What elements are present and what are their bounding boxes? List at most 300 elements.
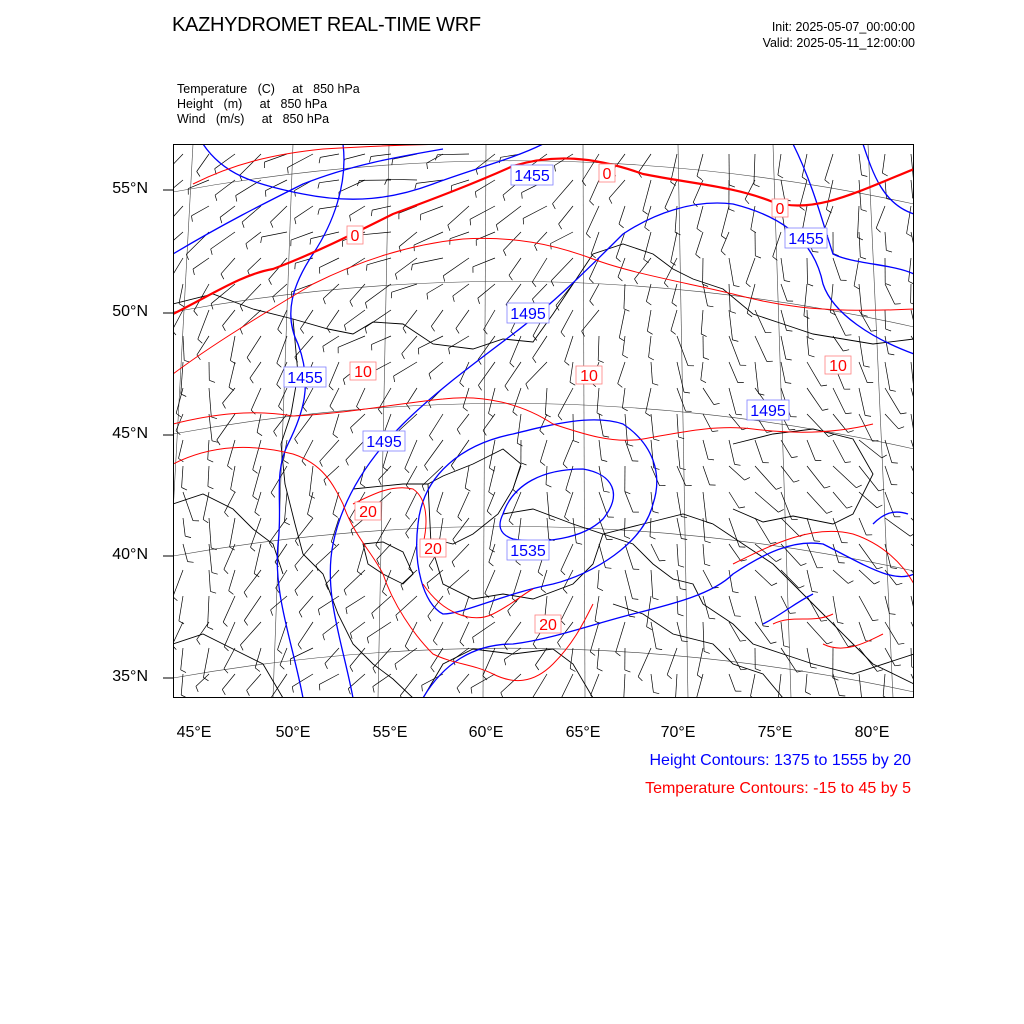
wind-barb-flag	[653, 512, 659, 514]
wind-barb-flag	[318, 609, 319, 615]
temperature-label	[420, 539, 446, 558]
wind-barb	[292, 674, 313, 687]
wind-barb	[625, 544, 633, 569]
wind-barb-flag	[891, 568, 897, 569]
wind-barb-flag	[323, 635, 325, 641]
wind-barb-flag	[800, 207, 805, 211]
wind-barb-flag	[763, 626, 769, 627]
wind-barb	[885, 544, 891, 568]
wind-barb	[513, 388, 521, 412]
wind-barb-flag	[346, 608, 347, 614]
wind-barb	[825, 154, 833, 180]
wind-barb	[807, 336, 809, 355]
wind-barb-flag	[808, 338, 814, 340]
wind-barb	[458, 492, 469, 517]
wind-barb-flag	[280, 665, 284, 669]
wind-barb	[509, 258, 521, 275]
wind-barb-flag	[406, 515, 410, 519]
lat-label: 35°N	[112, 668, 148, 685]
wind-barb	[671, 232, 677, 262]
wind-barb-flag	[194, 311, 198, 316]
wind-barb-flag	[310, 239, 311, 245]
wind-barb	[231, 466, 235, 489]
wind-barb	[781, 440, 792, 458]
wind-barb	[429, 362, 443, 374]
wind-barb	[460, 622, 469, 642]
wind-barb-flag	[741, 669, 747, 670]
wind-barb	[729, 648, 741, 670]
wind-barb	[885, 518, 910, 536]
wind-barb-flag	[300, 329, 303, 334]
wind-barb	[490, 518, 495, 549]
wind-barb-flag	[533, 358, 536, 363]
wind-barb-flag	[558, 642, 561, 647]
wind-barb	[540, 440, 547, 462]
wind-barb	[671, 310, 677, 331]
wind-barb-flag	[253, 496, 258, 500]
wind-barb-flag	[208, 460, 214, 463]
wind-barb	[457, 414, 469, 429]
wind-barb	[729, 674, 735, 691]
wind-barb-flag	[890, 614, 896, 615]
height-label	[511, 165, 553, 185]
wind-barb-flag	[772, 583, 777, 586]
lon-label: 70°E	[660, 724, 696, 741]
wind-barb-flag	[452, 562, 455, 567]
wind-barb-flag	[678, 614, 684, 616]
wind-barb-flag	[279, 406, 283, 410]
wind-barb-flag	[516, 561, 521, 565]
wind-barb-flag	[645, 227, 650, 231]
wind-barb-flag	[897, 583, 903, 585]
wind-barb-flag	[888, 354, 894, 355]
wind-barb-flag	[860, 257, 866, 259]
wind-barb-flag	[895, 665, 901, 666]
wind-barb-flag	[671, 331, 676, 335]
wind-barb	[859, 336, 864, 366]
wind-barb	[409, 544, 417, 569]
wind-barb	[619, 206, 625, 224]
wind-barb-flag	[618, 384, 623, 388]
wind-barb	[619, 310, 625, 338]
wind-barb-flag	[230, 547, 235, 550]
wind-barb-flag	[609, 198, 612, 203]
temperature-label	[599, 164, 615, 183]
wind-barb	[807, 440, 815, 461]
wind-barb-flag	[778, 175, 783, 178]
wind-barb	[721, 206, 729, 236]
wind-barb	[625, 596, 629, 616]
wind-barb-flag	[776, 487, 782, 489]
wind-barb-flag	[561, 571, 565, 575]
wind-barb-flag	[628, 445, 634, 447]
wind-barb	[885, 414, 899, 429]
wind-barb	[703, 466, 710, 485]
wind-barb-flag	[570, 382, 575, 385]
wind-barb	[565, 492, 574, 517]
wind-barb-flag	[672, 303, 677, 307]
wind-barb	[675, 674, 677, 698]
wind-barb	[651, 570, 653, 598]
wind-barb	[406, 518, 417, 533]
wind-barb-flag	[261, 237, 262, 243]
wind-barb-flag	[877, 505, 882, 508]
wind-barb-flag	[806, 692, 811, 695]
lon-label: 75°E	[757, 724, 793, 741]
wind-barb	[859, 180, 861, 210]
wind-barb-flag	[347, 269, 348, 275]
wind-barb	[833, 544, 839, 563]
wind-barb-flag	[862, 175, 868, 177]
wind-barb-flag	[649, 357, 654, 360]
wind-barb-flag	[344, 590, 346, 596]
wind-barb	[483, 648, 495, 676]
wind-barb-flag	[179, 621, 184, 624]
wind-barb	[223, 388, 236, 403]
wind-barb	[625, 518, 626, 536]
wind-barb	[523, 206, 547, 218]
wind-barb	[701, 362, 703, 380]
wind-barb	[179, 596, 183, 621]
wind-barb	[703, 388, 714, 405]
wind-barb-flag	[827, 511, 833, 513]
lon-label: 60°E	[468, 724, 504, 741]
wind-barb	[729, 284, 730, 311]
wind-barb	[781, 518, 800, 537]
wind-barb-flag	[865, 415, 871, 416]
wind-barb-flag	[220, 217, 222, 223]
wind-barb-flag	[565, 517, 570, 521]
wind-barb	[182, 466, 183, 488]
wind-barb	[590, 622, 599, 652]
wind-barb-flag	[292, 687, 293, 693]
wind-barb-flag	[240, 306, 243, 312]
wind-barb	[623, 336, 625, 355]
wind-barb-flag	[745, 477, 750, 480]
wind-barb	[448, 206, 469, 225]
wind-barb	[295, 570, 313, 590]
wind-barb-flag	[708, 459, 714, 460]
wind-barb-flag	[829, 434, 835, 436]
wind-barb-flag	[403, 328, 406, 333]
wind-barb	[677, 596, 678, 614]
wind-barb	[781, 258, 784, 281]
wind-barb	[609, 180, 625, 198]
svg-text:1455: 1455	[788, 231, 824, 248]
wind-barb	[643, 180, 651, 211]
wind-barb	[363, 232, 391, 235]
wind-barb-flag	[532, 282, 536, 287]
wind-barb-flag	[284, 522, 289, 525]
wind-barb-flag	[433, 641, 437, 646]
wind-barb-flag	[324, 480, 326, 486]
wind-barb-flag	[303, 407, 307, 412]
wind-barb	[755, 492, 778, 512]
wind-barb	[729, 570, 733, 592]
wind-barb-flag	[333, 514, 338, 518]
wind-barb	[570, 648, 573, 669]
wind-barb	[503, 232, 521, 250]
wind-barb	[478, 336, 495, 360]
svg-text:1535: 1535	[510, 543, 546, 560]
wind-barb-flag	[848, 431, 854, 433]
wind-barb-flag	[845, 462, 851, 463]
wind-barb	[647, 596, 651, 627]
init-time: Init: 2025-05-07_00:00:00	[771, 20, 915, 34]
wind-barb-flag	[425, 466, 428, 471]
wind-barb	[310, 466, 314, 496]
wind-barb-flag	[508, 611, 511, 616]
wind-barb-flag	[236, 196, 237, 202]
wind-barb-flag	[733, 592, 739, 593]
wind-barb-flag	[827, 642, 833, 644]
wind-barb	[754, 154, 755, 184]
wind-barb-flag	[509, 521, 513, 525]
wind-barb-flag	[729, 209, 735, 211]
wind-barb	[197, 154, 209, 172]
wind-barb-flag	[563, 464, 567, 468]
lat-ticks	[155, 144, 175, 704]
wind-barb	[696, 232, 703, 254]
wind-barb-flag	[877, 670, 883, 672]
wind-barb	[203, 648, 209, 678]
wind-barb-flag	[678, 565, 684, 567]
wind-barb-flag	[551, 281, 554, 286]
lat-label: 55°N	[112, 180, 148, 197]
wind-barb	[208, 466, 209, 486]
wind-barb-flag	[654, 468, 660, 470]
wind-barb-flag	[505, 386, 508, 391]
wind-barb-flag	[458, 517, 462, 521]
wind-barb-flag	[735, 464, 741, 465]
wind-barb	[323, 336, 339, 346]
wind-barb-flag	[786, 359, 792, 360]
wind-barb-flag	[489, 492, 494, 496]
wind-barb	[833, 388, 846, 414]
wind-barb-flag	[755, 669, 761, 671]
svg-text:20: 20	[539, 617, 557, 634]
wind-barb	[598, 336, 599, 360]
wind-barb-flag	[882, 455, 887, 458]
wind-barb	[295, 336, 313, 357]
wind-barb-flag	[566, 490, 571, 494]
wind-barb-flag	[463, 407, 468, 411]
wind-barb	[665, 180, 677, 208]
wind-barb-flag	[278, 650, 283, 654]
temperature-label	[535, 615, 561, 634]
wind-barb-flag	[709, 618, 715, 619]
wind-barb-flag	[882, 173, 887, 176]
wind-barb	[437, 492, 443, 511]
wind-barb	[229, 362, 235, 387]
wind-barb-flag	[401, 585, 403, 591]
wind-barb-flag	[770, 543, 776, 544]
wind-barb	[755, 310, 765, 333]
wind-barb	[501, 674, 521, 693]
wind-barb-flag	[295, 191, 296, 197]
wind-barb-flag	[473, 637, 474, 643]
wind-barb	[183, 336, 184, 360]
wind-barb	[220, 206, 235, 217]
wind-barb-flag	[295, 590, 298, 595]
wind-barb	[599, 440, 601, 460]
wind-barb-flag	[224, 647, 228, 651]
wind-barb	[773, 232, 781, 257]
wind-barb	[729, 622, 740, 641]
wind-barb	[443, 258, 469, 276]
wind-barb	[729, 362, 738, 383]
wind-barb	[183, 518, 185, 536]
wind-barb-flag	[457, 688, 460, 693]
wind-barb	[487, 492, 495, 511]
wind-barb-flag	[598, 588, 603, 591]
wind-barb-flag	[590, 301, 594, 306]
wind-barb-flag	[635, 279, 638, 284]
wind-barb-flag	[778, 509, 783, 512]
wind-barb-flag	[811, 667, 817, 668]
wind-barb	[697, 206, 703, 229]
wind-barb	[559, 206, 573, 224]
wind-barb-flag	[603, 436, 609, 437]
wind-barb	[526, 362, 547, 384]
wind-barb	[859, 466, 879, 491]
wind-barb	[425, 440, 444, 466]
wind-barb-flag	[457, 429, 460, 434]
wind-barb	[883, 674, 885, 696]
wind-barb	[377, 544, 391, 559]
wind-barb-flag	[872, 441, 878, 442]
wind-barb	[183, 544, 188, 562]
wind-barb	[228, 440, 236, 466]
wind-barb	[561, 596, 573, 621]
wind-barb-flag	[538, 572, 543, 576]
wind-barb-flag	[211, 249, 213, 255]
wind-barb	[833, 440, 845, 463]
wind-barb-flag	[198, 339, 203, 343]
wind-barb	[885, 466, 891, 485]
wind-barb-flag	[561, 621, 565, 625]
wind-barb	[650, 518, 651, 537]
wind-barb	[344, 154, 365, 159]
wind-barb-flag	[323, 299, 325, 305]
wind-barb-flag	[792, 457, 798, 458]
wind-barb-flag	[251, 410, 255, 414]
wind-barb	[833, 258, 841, 280]
wind-barb-flag	[253, 470, 258, 474]
wind-barb-flag	[563, 589, 567, 594]
wind-barb	[181, 674, 183, 695]
wind-barb	[271, 206, 288, 222]
wind-barb	[489, 596, 495, 614]
wind-barb-flag	[319, 684, 320, 690]
wind-barb-flag	[667, 675, 672, 679]
wind-barb	[373, 648, 391, 668]
wind-barb	[625, 492, 633, 512]
wind-barb-flag	[295, 566, 298, 571]
wind-barb-flag	[582, 181, 586, 186]
wind-barb-flag	[212, 573, 218, 575]
wind-barb	[598, 570, 599, 588]
wind-barb-flag	[864, 366, 870, 367]
wind-barb	[421, 206, 443, 214]
wind-barb	[319, 674, 339, 684]
wind-barb-flag	[784, 281, 790, 282]
wind-barb-flag	[861, 210, 867, 212]
wind-barb-flag	[427, 294, 428, 300]
wind-barb	[517, 414, 521, 443]
wind-barb	[506, 284, 521, 304]
wind-barb-flag	[247, 690, 250, 695]
wind-barb	[859, 388, 865, 415]
wind-barb-flag	[546, 485, 551, 488]
wind-barb	[450, 232, 469, 239]
wind-barb	[483, 414, 495, 430]
wind-barb	[240, 154, 261, 175]
wind-barb-flag	[721, 236, 726, 240]
wind-barb	[703, 440, 708, 459]
wind-barb-flag	[653, 598, 659, 600]
wind-barb	[833, 466, 856, 488]
wind-barb-flag	[526, 384, 529, 390]
wind-barb-flag	[448, 225, 450, 231]
wind-barb	[885, 388, 901, 414]
wind-barb-flag	[898, 643, 904, 644]
wind-barb	[367, 258, 391, 265]
wind-barb-flag	[284, 460, 289, 463]
wind-barb	[240, 622, 261, 645]
wind-barb-flag	[443, 276, 444, 282]
wind-barb	[859, 362, 867, 383]
wind-barb	[257, 414, 261, 432]
svg-text:20: 20	[359, 504, 377, 521]
wind-barb-flag	[350, 301, 353, 306]
wind-barb-flag	[278, 329, 282, 333]
wind-barb-flag	[590, 652, 595, 656]
map-plot	[173, 144, 914, 698]
wind-barb-flag	[437, 511, 442, 515]
wind-barb-flag	[379, 480, 382, 485]
wind-barb	[651, 414, 654, 439]
wind-barb	[885, 570, 897, 585]
wind-barb	[859, 232, 860, 257]
wind-barb-flag	[730, 311, 736, 313]
wind-barb	[755, 336, 767, 362]
wind-barb	[431, 310, 443, 326]
lon-label: 80°E	[854, 724, 890, 741]
wind-barb-flag	[787, 330, 793, 331]
wind-barb-flag	[344, 325, 346, 331]
wind-barb	[729, 492, 739, 508]
wind-barb-flag	[370, 157, 371, 163]
wind-barb	[807, 388, 822, 410]
wind-barb-flag	[277, 384, 281, 388]
wind-barb	[452, 544, 469, 562]
wind-barb-flag	[257, 432, 262, 435]
wind-barb-flag	[318, 183, 319, 189]
wind-barb	[677, 388, 686, 411]
wind-barb	[372, 336, 391, 344]
wind-barb-flag	[244, 592, 247, 597]
wind-barb	[551, 258, 573, 281]
wind-barb	[344, 310, 365, 325]
wind-barb	[453, 284, 469, 296]
wind-barb	[885, 362, 890, 390]
wind-barb	[755, 466, 776, 489]
wind-barb	[703, 570, 713, 588]
svg-text:10: 10	[829, 358, 847, 375]
wind-barb-flag	[876, 228, 880, 232]
wind-barb-flag	[650, 537, 656, 540]
